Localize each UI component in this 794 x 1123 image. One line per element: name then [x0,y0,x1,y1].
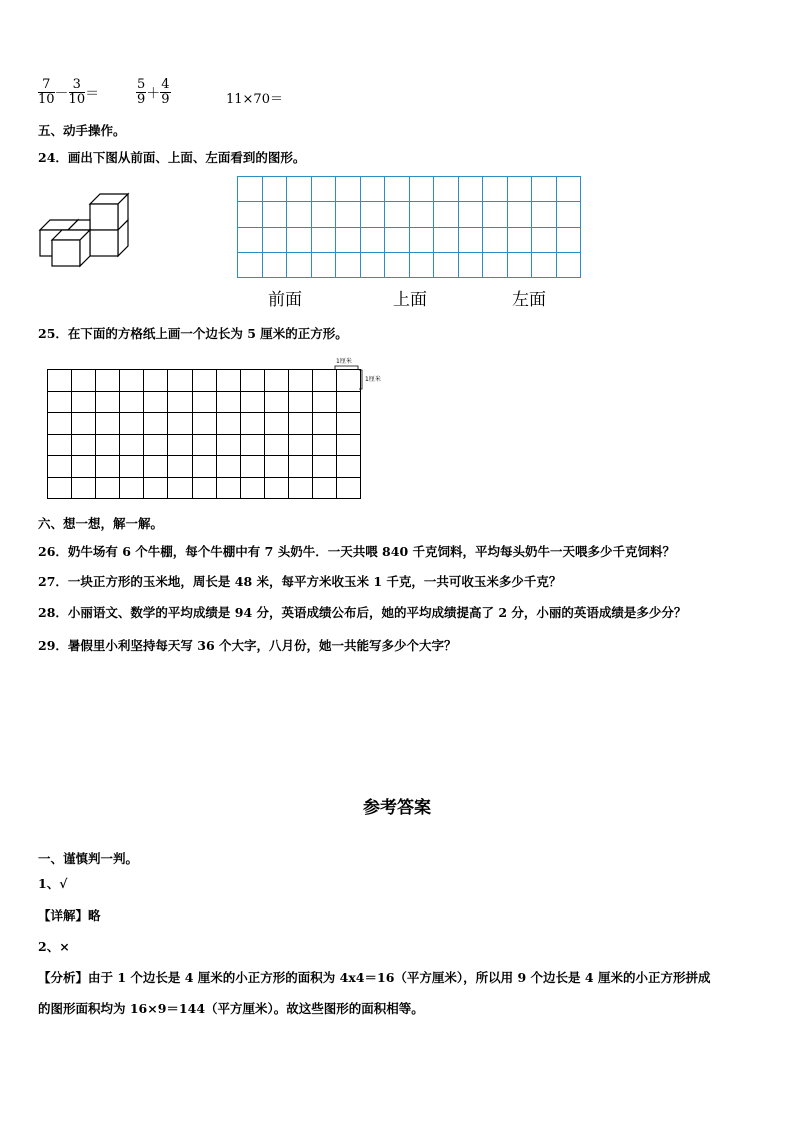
answer-1: 1、√ [38,876,68,891]
question-29: 29．暑假里小利坚持每天写 36 个大字，八月份，她一共能写多少个大字？ [38,638,457,653]
view-grid[interactable] [237,176,581,278]
top-view-label: 上面 [393,290,427,310]
fraction: $\frac{4}{9}$ [161,77,170,107]
unit-label-horizontal: 1厘米 [336,358,352,365]
fraction: $\frac{5}{9}$ [137,77,146,107]
square-grid[interactable] [47,369,361,499]
expression-1: $\frac{7}{10}$ － $\frac{3}{10}$ ＝ [38,77,100,107]
answer-2: 2、× [38,939,70,954]
question-27: 27．一块正方形的玉米地，周长是 48 米，每平方米收玉米 1 千克，一共可收玉米多少千克？ [38,574,562,589]
expression-2: $\frac{5}{9}$ ＋ $\frac{4}{9}$ [137,77,170,107]
left-view-label: 左面 [512,290,546,310]
fraction: $\frac{7}{10}$ [38,77,55,107]
answer-1-detail: 【详解】略 [38,908,101,923]
cube-figure [38,190,130,268]
answer-2-analysis-line1: 【分析】由于 1 个边长是 4 厘米的小正方形的面积为 4x4＝16（平方厘米），所以用 9 个边长是 4 厘米的小正方形拼成 [38,970,711,985]
unit-label-vertical: 1厘米 [365,376,381,383]
question-25: 25．在下面的方格纸上画一个边长为 5 厘米的正方形。 [38,326,348,341]
front-view-label: 前面 [268,290,302,310]
question-28: 28．小丽语文、数学的平均成绩是 94 分，英语成绩公布后，她的平均成绩提高了 2 分，小丽的英语成绩是多少分？ [38,605,687,620]
section-5-heading: 五、动手操作。 [38,123,126,138]
expression-3: 11×70＝ [226,92,283,107]
question-24: 24．画出下图从前面、上面、左面看到的图形。 [38,150,306,165]
section-6-heading: 六、想一想，解一解。 [38,516,164,531]
question-26: 26．奶牛场有 6 个牛棚，每个牛棚中有 7 头奶牛．一天共喂 840 千克饲料，平均每头奶牛一天喂多少千克饲料？ [38,544,675,559]
answer-title: 参考答案 [363,798,431,818]
answer-2-analysis-line2: 的图形面积均为 16×9＝144（平方厘米）。故这些图形的面积相等。 [38,1001,424,1016]
answer-section-1: 一、谨慎判一判。 [38,851,139,866]
fraction: $\frac{3}{10}$ [68,77,86,107]
